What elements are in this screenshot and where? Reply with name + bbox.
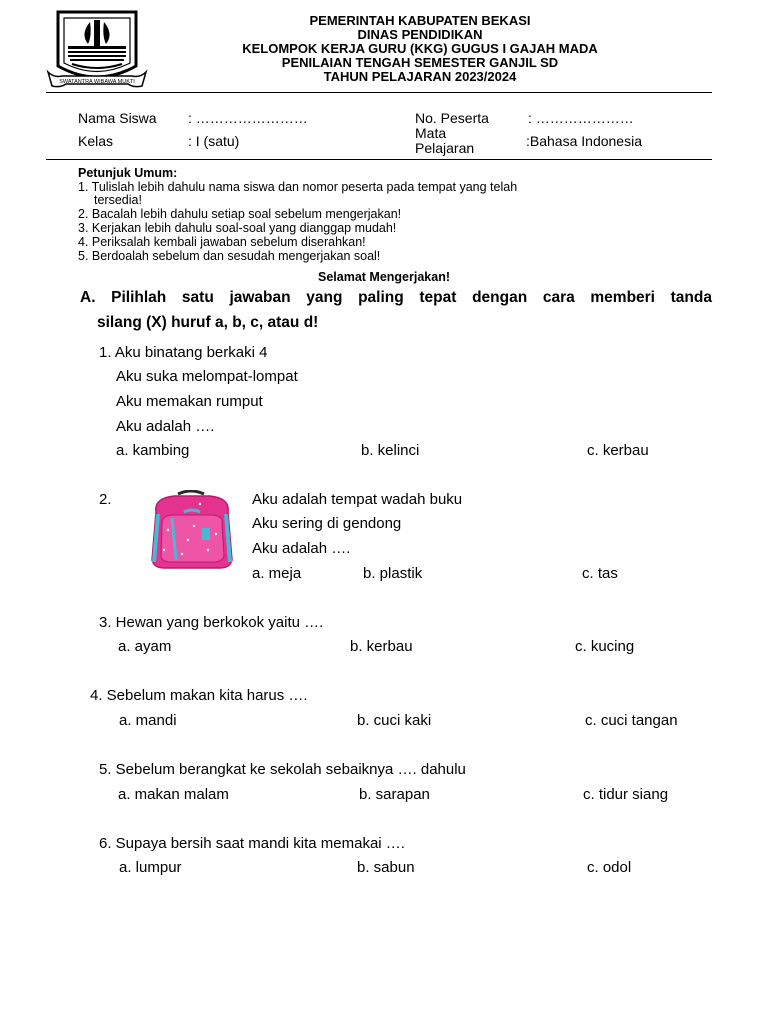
instruction-item: tersedia!	[94, 193, 142, 207]
mapel-label	[415, 126, 474, 156]
question-1-line-2: Aku suka melompat-lompat	[116, 368, 298, 385]
q6-option-b[interactable]: b. sabun	[357, 859, 415, 876]
regency-logo	[44, 8, 150, 94]
q4-option-a[interactable]: a. mandi	[119, 712, 177, 729]
nama-siswa-label: Nama Siswa	[78, 110, 157, 126]
no-peserta-field: : …………………	[528, 110, 634, 126]
header-line-5: TAHUN PELAJARAN 2023/2024	[323, 69, 517, 84]
info-divider	[46, 159, 712, 160]
q5-option-c[interactable]: c. tidur siang	[583, 786, 669, 803]
question-2-line-1: Aku adalah tempat wadah buku	[252, 491, 463, 508]
instruction-item: 3. Kerjakan lebih dahulu soal-soal yang dianggap mudah!	[78, 221, 397, 235]
q1-option-b[interactable]: b. kelinci	[361, 442, 420, 459]
instructions-title: Petunjuk Umum:	[78, 166, 178, 180]
q4-option-c[interactable]: c. cuci tangan	[585, 712, 678, 729]
question-2-number: 2.	[99, 491, 112, 508]
logo-motto: SWATANTRA WIBAWA MUKTI	[59, 79, 135, 85]
q4-option-b[interactable]: b. cuci kaki	[357, 712, 432, 729]
header-line-4: PENILAIAN TENGAH SEMESTER GANJIL SD	[281, 55, 559, 70]
q1-option-c[interactable]: c. kerbau	[587, 442, 649, 459]
question-3: 3. Hewan yang berkokok yaitu ….	[99, 614, 324, 631]
q3-option-c[interactable]: c. kucing	[575, 638, 635, 655]
instruction-item: 5. Berdoalah sebelum dan sesudah mengerjakan soal!	[78, 249, 381, 263]
question-6: 6. Supaya bersih saat mandi kita memakai ….	[99, 835, 405, 852]
q2-option-b[interactable]: b. plastik	[363, 565, 423, 582]
question-1-line-4: Aku adalah ….	[116, 418, 215, 435]
mapel-label-line-2: Pelajaran	[415, 140, 475, 156]
question-2-line-3: Aku adalah ….	[252, 540, 351, 557]
nama-siswa-field: : ……………………	[188, 110, 308, 126]
no-peserta-label: No. Peserta	[415, 110, 489, 126]
kelas-label: Kelas	[78, 133, 114, 149]
header-line-3: KELOMPOK KERJA GURU (KKG) GUGUS I GAJAH MADA	[242, 41, 598, 56]
mapel-value: :Bahasa Indonesia	[526, 133, 642, 149]
instruction-item: 4. Periksalah kembali jawaban sebelum diserahkan!	[78, 235, 366, 249]
q2-option-c[interactable]: c. tas	[582, 565, 618, 582]
q5-option-a[interactable]: a. makan malam	[118, 786, 229, 803]
question-1-line-1: 1. Aku binatang berkaki 4	[99, 344, 268, 361]
header-line-1: PEMERINTAH KABUPATEN BEKASI	[309, 13, 531, 28]
question-2-line-2: Aku sering di gendong	[252, 515, 402, 532]
q6-option-a[interactable]: a. lumpur	[119, 859, 182, 876]
q5-option-b[interactable]: b. sarapan	[359, 786, 430, 803]
q1-option-a[interactable]: a. kambing	[116, 442, 190, 459]
backpack-image	[144, 490, 239, 570]
q6-option-c[interactable]: c. odol	[587, 859, 632, 876]
section-a-instruction-line-2: silang (X) huruf a, b, c, atau d!	[97, 314, 319, 331]
question-5: 5. Sebelum berangkat ke sekolah sebaiknya …. dahulu	[99, 761, 466, 778]
instruction-item: 2. Bacalah lebih dahulu setiap soal sebelum mengerjakan!	[78, 207, 402, 221]
q2-option-a[interactable]: a. meja	[252, 565, 302, 582]
instruction-item: 1. Tulislah lebih dahulu nama siswa dan nomor peserta pada tempat yang telah	[78, 180, 518, 194]
greeting: Selamat Mengerjakan!	[318, 270, 450, 284]
q3-option-a[interactable]: a. ayam	[118, 638, 172, 655]
header-divider	[46, 92, 712, 93]
header-line-2: DINAS PENDIDIKAN	[357, 27, 483, 42]
section-a-instruction-line-1: A. Pilihlah satu jawaban yang paling tepat dengan cara memberi tanda	[80, 289, 712, 306]
q3-option-b[interactable]: b. kerbau	[350, 638, 413, 655]
mapel-label-line-1: Mata	[415, 125, 447, 141]
kelas-value: : I (satu)	[188, 133, 240, 149]
question-1-line-3: Aku memakan rumput	[116, 393, 263, 410]
question-4: 4. Sebelum makan kita harus ….	[90, 687, 308, 704]
